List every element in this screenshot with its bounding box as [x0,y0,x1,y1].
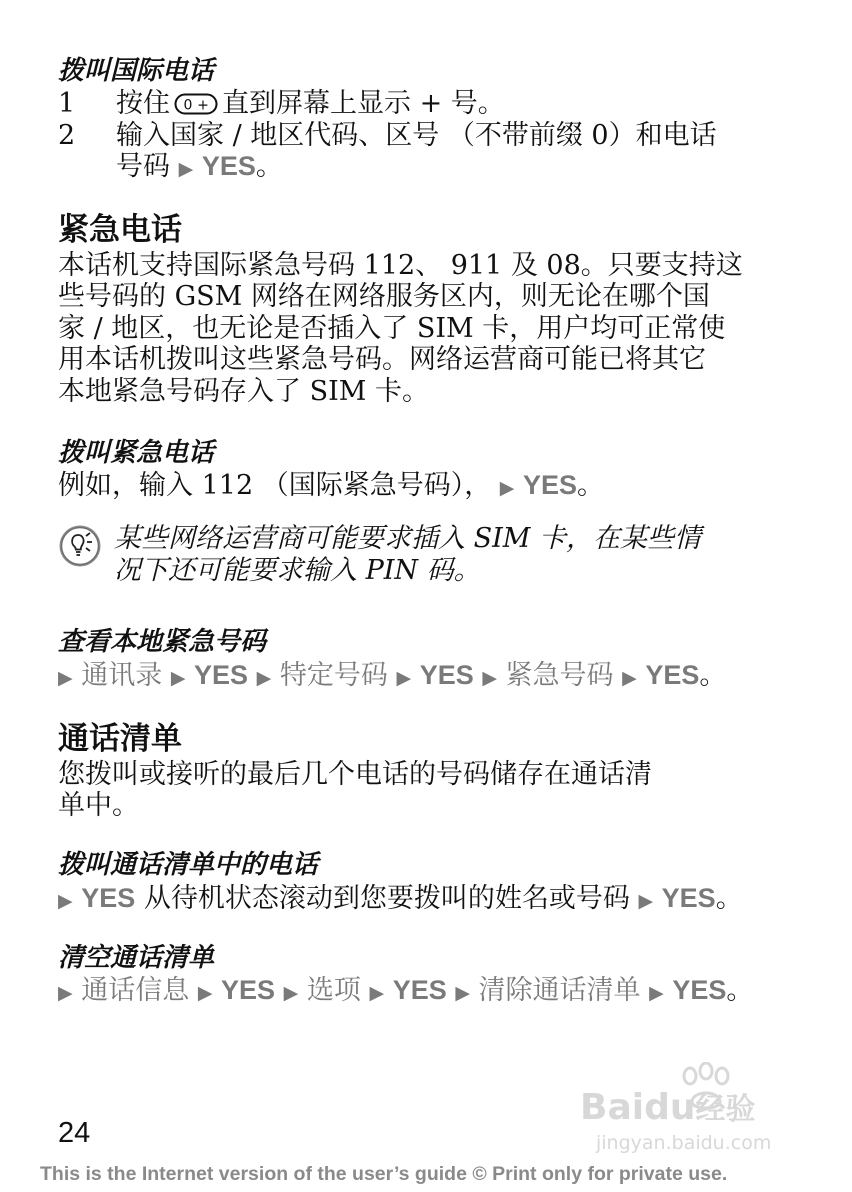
arrow-right-icon: ▶ [170,667,186,689]
emergency-paragraph-line: 本话机支持国际紧急号码 112、 911 及 08。只要支持这 [58,250,743,281]
yes-key-label: YES [523,470,578,500]
arrow-right-icon: ▶ [283,982,299,1004]
tip-line-1: 某些网络运营商可能要求插入 SIM 卡，在某些情 [114,523,701,554]
zero-plus-key-icon [174,93,218,115]
lightbulb-tip-icon [58,524,102,568]
yes-key-label: YES [81,883,136,913]
section-heading-view-local-emergency: 查看本地紧急号码 [58,627,267,657]
menu-item-options: 选项 [306,975,361,1006]
baidu-watermark [580,1062,810,1162]
arrow-right-icon: ▶ [649,982,664,1004]
section-heading-dial-emergency: 拨叫紧急电话 [58,438,215,468]
yes-key-label: YES [392,975,447,1005]
arrow-right-icon: ▶ [455,982,470,1004]
menu-path-clear-list [58,974,753,1009]
step-number: 2 [58,120,76,151]
emergency-paragraph-line: 家 / 地区，也无论是否插入了 SIM 卡，用户均可正常使 [58,313,726,344]
step-1-post: 直到屏幕上显示 + 号。 [222,88,505,119]
yes-key-label: YES [672,975,727,1005]
call-list-paragraph-line: 单中。 [58,790,139,821]
emergency-paragraph-line: 用本话机拨叫这些紧急号码。网络运营商可能已将其它 [58,344,706,375]
period: 。 [577,470,605,501]
section-heading-call-list: 通话清单 [58,721,182,757]
arrow-right-icon: ▶ [638,890,654,912]
period: 。 [715,883,743,914]
arrow-right-icon: ▶ [58,982,73,1004]
period: 。 [255,151,283,182]
step-2-line-2 [116,151,283,186]
yes-key-label: YES [645,660,700,690]
menu-path-view-local [58,659,726,694]
section-heading-dial-from-list: 拨叫通话清单中的电话 [58,850,319,880]
arrow-right-icon: ▶ [58,890,73,912]
menu-item-phonebook: 通讯录 [81,660,163,691]
period: 。 [726,975,754,1006]
step-number: 1 [58,88,76,119]
emergency-paragraph-line: 本地紧急号码存入了 SIM 卡。 [58,376,429,407]
arrow-right-icon: ▶ [622,667,637,689]
emergency-paragraph-line: 些号码的 GSM 网络在网络服务区内，则无论在哪个国 [58,281,710,312]
period: 。 [699,660,727,691]
dial-emergency-text [58,470,604,505]
menu-item-call-info: 通话信息 [81,975,190,1006]
menu-item-clear-call-list: 清除通话清单 [478,975,641,1006]
arrow-right-icon: ▶ [256,667,272,689]
section-heading-clear-list: 清空通话清单 [58,943,215,973]
dial-from-list-instruction [58,882,743,917]
menu-item-special-numbers: 特定号码 [279,660,388,691]
watermark-url: jingyan.baidu.com [596,1132,772,1154]
call-list-paragraph-line: 您拨叫或接听的最后几个电话的号码储存在通话清 [58,759,652,790]
arrow-right-icon: ▶ [482,667,497,689]
svg-text:0: 0 [183,97,193,114]
svg-text:+: + [197,97,209,114]
watermark-brand: Baidu [580,1087,696,1128]
footer-notice: This is the Internet version of the user’s guide © Print only for private use. [40,1163,728,1185]
step-2-text: 号码 [116,151,170,182]
arrow-right-icon: ▶ [178,158,194,180]
yes-key-label: YES [419,660,474,690]
arrow-right-icon: ▶ [396,667,412,689]
menu-item-emergency-numbers: 紧急号码 [505,660,614,691]
section-heading-international-call: 拨叫国际电话 [58,56,215,86]
arrow-right-icon: ▶ [499,477,515,499]
dial-from-list-text: 从待机状态滚动到您要拨叫的姓名或号码 [143,883,630,914]
step-1-text [116,88,505,120]
section-heading-emergency: 紧急电话 [58,212,182,248]
yes-key-label: YES [201,151,256,181]
arrow-right-icon: ▶ [197,982,213,1004]
arrow-right-icon: ▶ [58,667,73,689]
yes-key-label: YES [661,883,716,913]
step-2-line-1: 输入国家 / 地区代码、区号 （不带前缀 0）和电话 [116,120,717,151]
tip-line-2: 况下还可能要求输入 PIN 码。 [114,555,481,586]
yes-key-label: YES [194,660,249,690]
yes-key-label: YES [221,975,276,1005]
arrow-right-icon: ▶ [369,982,385,1004]
page-number: 24 [58,1117,91,1149]
step-1-pre: 按住 [116,88,170,119]
dial-emergency-example: 例如，输入 112 （国际紧急号码）， [58,470,492,501]
watermark-brand-cn: 经验 [695,1092,756,1127]
